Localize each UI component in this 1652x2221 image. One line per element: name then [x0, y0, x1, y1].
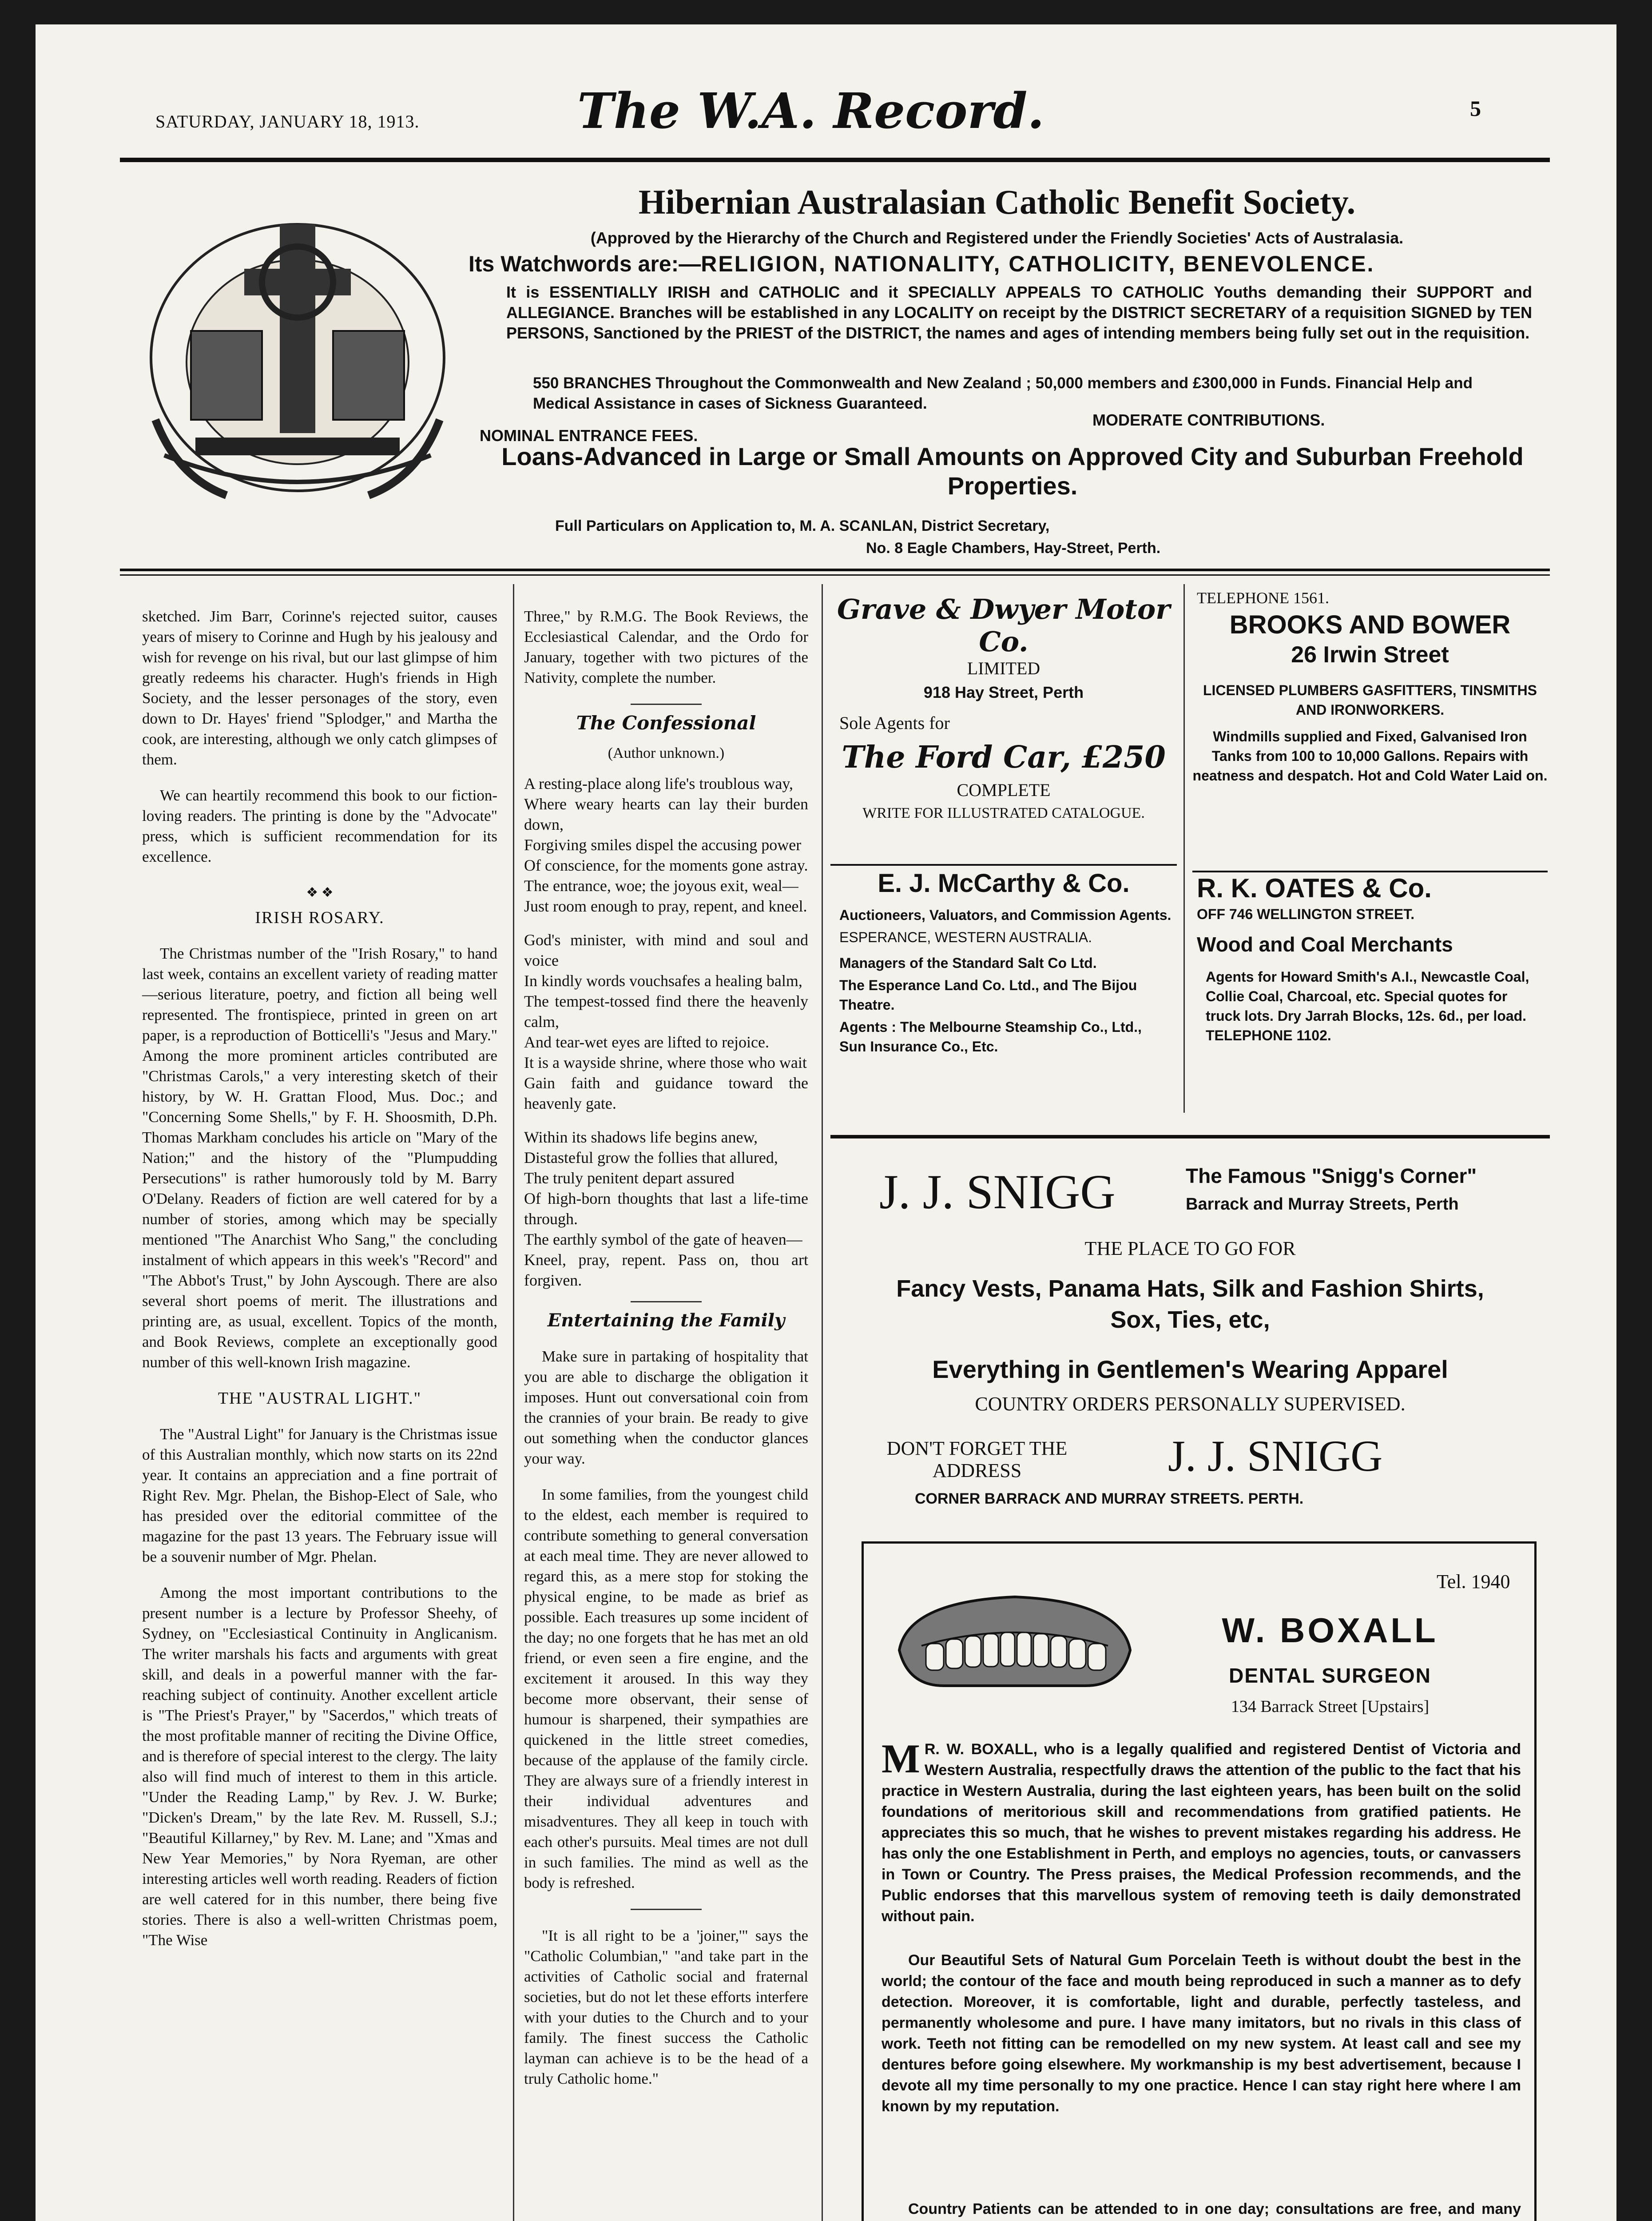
brooks-l2: Windmills supplied and Fixed, Galvanised Iron Tanks from 100 to 10,000 Gallons. Repairs with neatness and despatch. Hot and Cold Water Laid on. [1192, 728, 1548, 784]
ad-snigg [830, 1142, 1550, 1510]
col1-heading-austral-light: THE "AUSTRAL LIGHT." [218, 1389, 422, 1408]
col2-paragraph-1: Make sure in partaking of hospitality that you are able to discharge the obligation it imposes. Hunt out conversational coin from the crannies of your brain. Be ready to give out something when the conductor glances your way. [524, 1348, 808, 1467]
boxall-p1-text: R. W. BOXALL, who is a legally qualified and registered Dentist of Victoria and Western Australia, respectfully draws the attention of the public to the fact that his practice in Western Australia, during the last eighteen years, has been built on the solid foundations of meritorious skill and recommendations from gratified patients. He appreciates this so much, that he wishes to prevent mistakes regarding his address. He has only the one Establishment in Perth, and employs no agencies, touts, or canvassers in Town or Country. The Press praises, the Medical Profession recommends, and the Public endorses that this marvellous system of removing teeth is daily demonstrated without pain. [882, 1741, 1521, 1925]
oates-l1: Agents for Howard Smith's A.I., Newcastle Coal, Collie Coal, Charcoal, etc. Special quotes for truck lots. Dry Jarrah Blocks, 12s. 6d., per load. [1206, 969, 1529, 1024]
section-rule-top [120, 569, 1550, 571]
snigg-dont-2: ADDRESS [932, 1460, 1022, 1481]
column-rule-3 [1183, 584, 1185, 1113]
boxall-tel: Tel. 1940 [1437, 1571, 1510, 1592]
col2-heading-confessional: The Confessional [576, 712, 756, 734]
poem-line: Where weary hearts can lay their burden down, [524, 795, 808, 833]
snigg-country: COUNTRY ORDERS PERSONALLY SUPERVISED. [975, 1393, 1406, 1415]
boxall-address: 134 Barrack Street [Upstairs] [1231, 1697, 1430, 1716]
masthead-rule [120, 158, 1550, 162]
hibernian-particulars: Full Particulars on Application to, M. A. SCANLAN, District Secretary, [555, 517, 1050, 534]
ad-oates [1192, 873, 1548, 1122]
ad-brooks-bower [1192, 589, 1548, 855]
ad-grave-dwyer [830, 589, 1177, 837]
snigg-goods-1: Fancy Vests, Panama Hats, Silk and Fashion Shirts, [896, 1275, 1484, 1302]
poem-line: And tear-wet eyes are lifted to rejoice. [524, 1033, 770, 1051]
poem-stanza-break [524, 1114, 808, 1127]
col1-paragraph-5: Among the most important contributions to the present number is a lecture by Professor Sheehy, of Sydney, on "Ecclesiastical Continuity in Anglicanism. The writer marshals his facts and arguments with great skill, and deals in a powerful manner with the far-reaching subject of continuity. Another excellent article is "The Priest's Prayer," by "Sacerdos," which treats of the most profitable manner of reciting the Divine Office, and is therefore of special interest to the clergy. The laity also will find much of interest to them in this article. "Under the Reading Lamp," by Rev. J. W. Burke; "Dicken's Dream," by the late Rev. M. Russell, S.J.; "Beautiful Killarney," by Rev. M. Lane; and "Xmas and New Year Memories," by Nora Ryeman, are other interesting articles well worth reading. Readers of fiction are well catered for in this number, there being five stories. There is also a well-written Christmas poem, "The Wise [142, 1584, 497, 1949]
col2-paragraph-2: In some families, from the youngest child to the eldest, each member is required to contribute something to general conversation at each meal time. They are never allowed to regard this, as a mere stop for stoking the physical engine, to be made as brief as possible. Each treasures up some incident of the day; no one forgets that he has met an old friend, or even seen a fire engine, and the excitement it aroused. In this way they become more observant, their sense of humour is sharpened, their sympathies are quickened in the little street comedies, because of the applause of the family circle. They are always sure of a friendly interest in their individual adventures and misadventures. They all keep in touch with each other's pursuits. Meal times are not dull in such families. The mind as well as the body is refreshed. [524, 1486, 808, 1891]
oates-telephone: TELEPHONE 1102. [1206, 1027, 1331, 1043]
poem-line: Just room enough to pray, repent, and kneel. [524, 897, 807, 915]
hibernian-watchwords [469, 251, 1543, 277]
boxall-paragraph-3: Country Patients can be attended to in one day; consultations are free, and many [908, 2201, 1521, 2217]
column-rule-2 [822, 584, 823, 2221]
grave-agents: Sole Agents for [839, 713, 950, 733]
hibernian-description: It is ESSENTIALLY IRISH and CATHOLIC and it SPECIALLY APPEALS TO CATHOLIC Youths demanding their SUPPORT and ALLEGIANCE. Branches will be established in any LOCALITY on receipt by the DISTRICT SECRETARY of a requisition SIGNED by TEN PERSONS, Sanctioned by the PRIEST of the DISTRICT, the names and ages of intending members being fully set out in the requisition. [506, 283, 1532, 342]
poem-stanza-break [524, 916, 808, 930]
mccarthy-name: E. J. McCarthy & Co. [878, 869, 1130, 898]
brooks-telephone: TELEPHONE 1561. [1197, 589, 1329, 607]
hibernian-fees-right: MODERATE CONTRIBUTIONS. [1092, 411, 1325, 429]
hibernian-approved: (Approved by the Hierarchy of the Church and Registered under the Friendly Societies' Acts of Australasia. [590, 229, 1404, 247]
watchwords-text: RELIGION, NATIONALITY, CATHOLICITY, BENEVOLENCE. [701, 251, 1375, 276]
poem-line: Kneel, pray, repent. Pass on, thou art forgiven. [524, 1251, 808, 1289]
col1-paragraph-1: sketched. Jim Barr, Corinne's rejected suitor, causes years of misery to Corinne and Hugh by his jealousy and wish for revenge on his rival, but our last glimpse of him greatly redeems his character. Hugh's friends in High Society, and the lesser personages of the story, even down to Dr. Hayes' friend "Splodger," and Martha the cook, are interesting, although we only catch glimpses of them. [142, 608, 497, 768]
grave-write: WRITE FOR ILLUSTRATED CATALOGUE. [862, 805, 1145, 821]
hibernian-emblem [138, 189, 457, 509]
col2-rule-b [631, 1301, 702, 1302]
ad-boxall [862, 1541, 1537, 2221]
poem-line: God's minister, with mind and soul and voice [524, 931, 808, 969]
col2-author: (Author unknown.) [608, 745, 725, 761]
mccarthy-l5: Agents : The Melbourne Steamship Co., Ltd., Sun Insurance Co., Etc. [839, 1019, 1142, 1055]
snigg-bottom: CORNER BARRACK AND MURRAY STREETS. PERTH. [915, 1490, 1304, 1507]
grave-car: The Ford Car, £250 [842, 740, 1166, 775]
snigg-goods-2: Sox, Ties, etc, [1110, 1306, 1270, 1333]
snigg-famous: The Famous "Snigg's Corner" [1186, 1164, 1477, 1187]
poem-line: The earthly symbol of the gate of heaven— [524, 1230, 802, 1248]
col1-divider: ❖ ❖ [306, 885, 334, 900]
poem-line: Distasteful grow the follies that allured, [524, 1149, 778, 1166]
poem-line: Gain faith and guidance toward the heavenly gate. [524, 1074, 808, 1112]
oates-name: R. K. OATES & Co. [1197, 873, 1432, 903]
snigg-everything: Everything in Gentlemen's Wearing Apparel [932, 1355, 1448, 1383]
watchwords-label: Its Watchwords are:— [469, 251, 701, 276]
poem-line: Within its shadows life begins anew, [524, 1128, 758, 1146]
masthead-title: The W.A. Record. [577, 82, 1044, 139]
mccarthy-l3: Managers of the Standard Salt Co Ltd. [839, 955, 1097, 971]
section-rule-top-2 [120, 574, 1550, 576]
hibernian-fees-left: NOMINAL ENTRANCE FEES. [480, 426, 698, 445]
newspaper-page [36, 24, 1616, 2221]
hibernian-title: Hibernian Australasian Catholic Benefit Society. [638, 183, 1356, 221]
poem-line: Of conscience, for the moments gone astray. [524, 856, 808, 874]
poem-line: The tempest-tossed find there the heavenly calm, [524, 992, 808, 1031]
mccarthy-l4: The Esperance Land Co. Ltd., and The Bijou Theatre. [839, 977, 1137, 1013]
hibernian-loans: Loans-Advanced in Large or Small Amounts on Approved City and Suburban Freehold Properties. [501, 442, 1524, 500]
snigg-corner: Barrack and Murray Streets, Perth [1186, 1195, 1459, 1214]
snigg-place: THE PLACE TO GO FOR [1084, 1238, 1296, 1259]
boxall-paragraph-2: Our Beautiful Sets of Natural Gum Porcelain Teeth is without doubt the best in the world; the contour of the face and mouth being reproduced in such a manner as to defy detection. Moreover, it is comfortable, light and durable, perfectly tasteless, and permanently wholesome and pure. I have many imitators, but no rivals in this class of work. Teeth not fitting can be remodelled on my new system. At least call and see my dentures before going elsewhere. My workmanship is my best advertisement, because I devote all my time personally to my one practice. Hence I can stay right here where I am known by my reputation. [882, 1952, 1521, 2115]
snigg-dont-1: DON'T FORGET THE [886, 1437, 1068, 1459]
rule-grave [830, 864, 1177, 866]
poem-line: The truly penitent depart assured [524, 1169, 735, 1187]
col1-paragraph-2: We can heartily recommend this book to our fiction-loving readers. The printing is done by the "Advocate" press, which is sufficient recommendation for its excellence. [142, 787, 497, 865]
poem-line: It is a wayside shrine, where those who wait [524, 1054, 807, 1071]
boxall-initial: M [882, 1736, 920, 1781]
col2-heading-family: Entertaining the Family [547, 1310, 785, 1331]
page-number: 5 [1470, 96, 1481, 121]
grave-address: 918 Hay Street, Perth [923, 683, 1084, 701]
rule-snigg-top [830, 1135, 1550, 1138]
boxall-name: W. BOXALL [1222, 1611, 1438, 1650]
snigg-name-2: J. J. SNIGG [1168, 1431, 1383, 1481]
col2-intro: Three," by R.M.G. The Book Reviews, the Ecclesiastical Calendar, and the Ordo for January, together with two pictures of the Nativity, complete the number. [524, 608, 808, 686]
rule-brooks [1192, 871, 1548, 872]
col2-rule-c [631, 1909, 702, 1910]
brooks-street: 26 Irwin Street [1291, 642, 1449, 668]
column-rule-1 [513, 584, 514, 2221]
col2-paragraph-3: "It is all right to be a 'joiner,'" says the "Catholic Columbian," "and take part in the activities of Catholic social and fraternal societies, but do not let these efforts interfere with your duties to the Church and to your family. The finest success the Catholic layman can achieve is to be the head of a truly Catholic home." [524, 1927, 808, 2087]
poem-line: Of high-born thoughts that last a life-time through. [524, 1190, 808, 1228]
grave-complete: COMPLETE [957, 780, 1051, 800]
oates-address: OFF 746 WELLINGTON STREET. [1197, 906, 1415, 922]
col1-heading-irish-rosary: IRISH ROSARY. [255, 908, 385, 927]
snigg-name: J. J. SNIGG [879, 1165, 1116, 1219]
ad-mccarthy [830, 868, 1177, 1135]
poem-line: The entrance, woe; the joyous exit, weal— [524, 877, 798, 895]
grave-limited: LIMITED [967, 658, 1040, 678]
boxall-paragraph-1 [882, 1736, 1521, 1927]
col1-paragraph-3: The Christmas number of the "Irish Rosary," to hand last week, contains an excellent variety of reading matter—serious literature, poetry, and fiction all being well represented. The frontispiece, printed in green on art paper, is a reproduction of Botticelli's "Jesus and Mary." Among the more prominent articles contributed are "Christmas Carols," a very interesting sketch of their history, by W. H. Grattan Flood, Mus. Doc.; and "Concerning Some Shells," by F. H. Shoosmith, D.Ph. Thomas Markham concludes his article on "Mary of the Nation;" and the history of the "Plumpudding Persecutions" is rather humorously told by M. Barry O'Delany. Readers of fiction are well catered for by a number of stories, among which may be specially mentioned "The Anarchist Who Sang," the concluding instalment of which appears in this week's "Record" and "The Abbot's Trust," by John Ayscough. There are also several short poems of merit. The illustrations and printing are, as usual, excellent. Topics of the month, and Book Reviews, complete an exceptionally good number of this well-known Irish magazine. [142, 945, 497, 1371]
poem-line: In kindly words vouchsafes a healing balm, [524, 972, 802, 990]
col2-rule-a [631, 704, 702, 705]
col1-paragraph-4: The "Austral Light" for January is the Christmas issue of this Australian monthly, which now starts on its 22nd year. It contains an appreciation and a fine portrait of Right Rev. Mgr. Phelan, the Bishop-Elect of Sale, who has presided over the editorial committee of the magazine for the past 13 years. The February issue will be a souvenir number of Mgr. Phelan. [142, 1425, 497, 1565]
column-1 [142, 591, 497, 1966]
mccarthy-l1: Auctioneers, Valuators, and Commission Agents. [839, 907, 1171, 923]
poem-line: Forgiving smiles dispel the accusing power [524, 836, 802, 854]
oates-title: Wood and Coal Merchants [1197, 933, 1453, 956]
brooks-l1: LICENSED PLUMBERS GASFITTERS, TINSMITHS AND IRONWORKERS. [1203, 682, 1537, 718]
masthead-date: SATURDAY, JANUARY 18, 1913. [155, 111, 420, 131]
hibernian-address: No. 8 Eagle Chambers, Hay-Street, Perth. [866, 540, 1161, 557]
column-2 [524, 591, 808, 2105]
grave-name: Grave & Dwyer Motor Co. [837, 593, 1170, 658]
col2-poem [524, 773, 808, 1290]
boxall-title: DENTAL SURGEON [1229, 1664, 1431, 1687]
mccarthy-l2: ESPERANCE, WESTERN AUSTRALIA. [839, 929, 1092, 945]
hibernian-branches: 550 BRANCHES Throughout the Commonwealth and New Zealand ; 50,000 members and £300,000 in Funds. Financial Help and Medical Assistance in cases of Sickness Guaranteed. [533, 374, 1473, 412]
brooks-name: BROOKS AND BOWER [1229, 610, 1511, 639]
teeth-illustration [890, 1584, 1139, 1717]
poem-line: A resting-place along life's troublous way, [524, 775, 794, 792]
